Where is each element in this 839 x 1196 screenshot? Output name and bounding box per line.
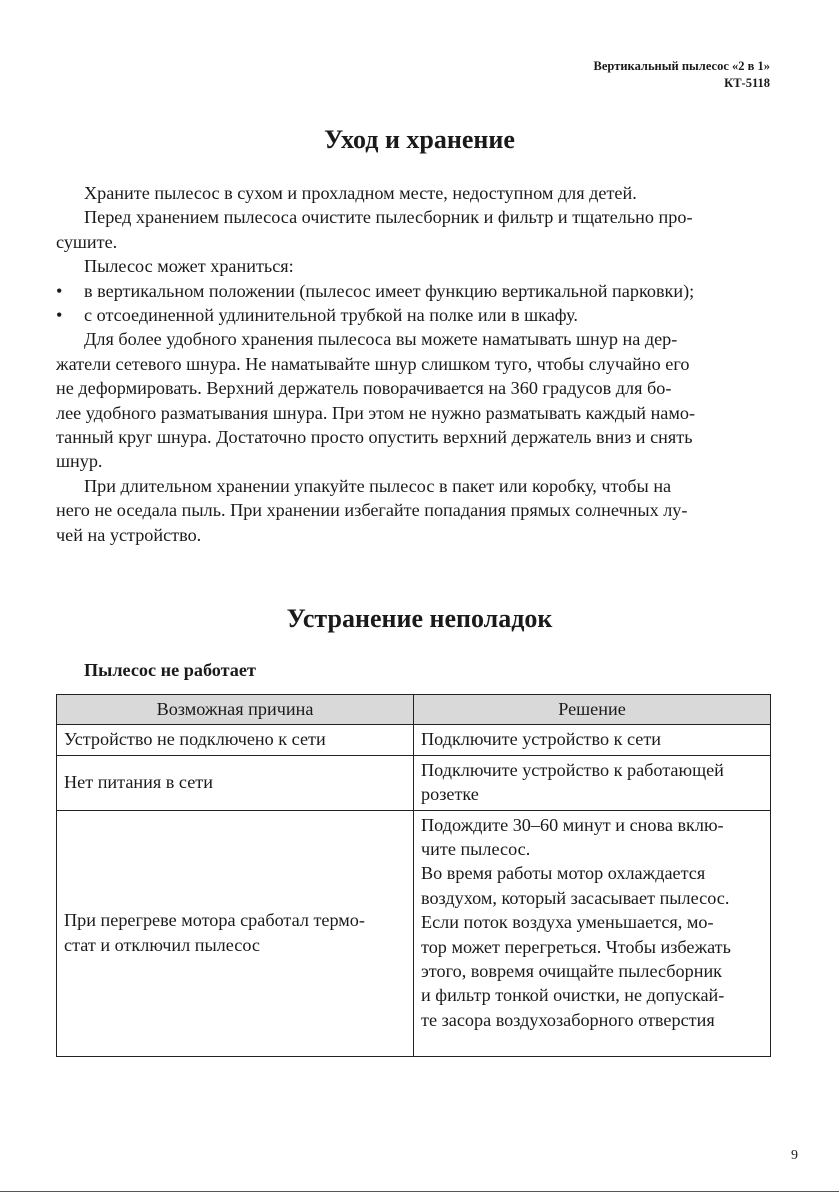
care-paragraph-2 bbox=[56, 205, 772, 254]
table-header-row bbox=[57, 695, 771, 725]
list-item bbox=[56, 303, 772, 327]
column-header-solution: Решение bbox=[414, 695, 771, 725]
care-paragraph-4-line-5: танный круг шнура. Достаточно просто опустить верхний держатель вниз и снять bbox=[56, 427, 693, 448]
cause-cell: Устройство не подключено к сети bbox=[57, 725, 414, 755]
care-title: Уход и хранение bbox=[324, 125, 515, 154]
care-body bbox=[56, 181, 772, 547]
bottom-rule bbox=[0, 1191, 839, 1192]
care-paragraph-2-line-2: сушите. bbox=[56, 231, 118, 252]
table-row bbox=[57, 755, 771, 810]
running-header bbox=[594, 58, 770, 92]
header-model: КТ-5118 bbox=[724, 76, 770, 90]
solution-cell bbox=[414, 755, 771, 810]
care-paragraph-4-line-2: жатели сетевого шнура. Не наматывайте шнур слишком туго, чтобы случайно его bbox=[56, 353, 690, 374]
troubleshooting-title: Устранение неполадок bbox=[286, 604, 553, 633]
solution-line: тор может перегреться. Чтобы избежать bbox=[421, 936, 731, 957]
care-paragraph-4-line-1: Для более удобного хранения пылесоса вы можете наматывать шнур на дер- bbox=[84, 329, 678, 350]
cause-cell: Нет питания в сети bbox=[57, 755, 414, 810]
solution-line: те засора воздухозаборного отверстия bbox=[421, 1009, 715, 1030]
solution-line: и фильтр тонкой очистки, не допускай- bbox=[421, 985, 725, 1006]
solution-line: Во время работы мотор охлаждается bbox=[421, 863, 706, 884]
solution-cell bbox=[414, 810, 771, 1056]
care-paragraph-2-line-1: Перед хранением пылесоса очистите пылесборник и фильтр и тщательно про- bbox=[84, 207, 693, 228]
table-row bbox=[57, 725, 771, 755]
solution-line: Подключите устройство к работающей bbox=[421, 759, 724, 780]
solution-line: этого, вовремя очищайте пылесборник bbox=[421, 961, 723, 982]
care-paragraph-4 bbox=[56, 327, 772, 473]
list-item-text: с отсоединенной удлинительной трубкой на полке или в шкафу. bbox=[84, 305, 578, 326]
column-header-cause: Возможная причина bbox=[57, 695, 414, 725]
care-paragraph-1: Храните пылесос в сухом и прохладном месте, недоступном для детей. bbox=[84, 183, 637, 203]
solution-line: воздухом, который засасывает пылесос. bbox=[421, 887, 730, 908]
list-item-text: в вертикальном положении (пылесос имеет функцию вертикальной парковки); bbox=[84, 280, 695, 301]
care-paragraph-5 bbox=[56, 474, 772, 547]
care-paragraph-4-line-3: не деформировать. Верхний держатель поворачивается на 360 градусов для бо- bbox=[56, 378, 672, 399]
list-item bbox=[56, 279, 772, 303]
cause-cell bbox=[57, 810, 414, 1056]
cause-line: При перегреве мотора сработал термо- bbox=[64, 910, 365, 931]
care-paragraph-3: Пылесос может храниться: bbox=[84, 256, 294, 277]
bullet-icon: • bbox=[56, 280, 63, 301]
care-paragraph-4-line-6: шнур. bbox=[56, 451, 103, 472]
page-number: 9 bbox=[791, 1148, 798, 1163]
care-paragraph-4-line-4: лее удобного разматывания шнура. При этом не нужно разматывать каждый намо- bbox=[56, 402, 696, 423]
care-paragraph-5-line-2: него не оседала пыль. При хранении избегайте попадания прямых солнечных лу- bbox=[56, 500, 688, 521]
care-paragraph-5-line-3: чей на устройство. bbox=[56, 524, 202, 545]
table-row bbox=[57, 810, 771, 1056]
care-paragraph-5-line-1: При длительном хранении упакуйте пылесос в пакет или коробку, чтобы на bbox=[84, 475, 672, 496]
solution-cell: Подключите устройство к сети bbox=[414, 725, 771, 755]
header-product: Вертикальный пылесос «2 в 1» bbox=[593, 59, 770, 73]
bullet-icon: • bbox=[56, 305, 63, 326]
solution-line: чите пылесос. bbox=[421, 839, 531, 860]
solution-line: розетке bbox=[421, 784, 479, 805]
troubleshooting-subheading: Пылесос не работает bbox=[84, 660, 256, 680]
solution-line: Если поток воздуха уменьшается, мо- bbox=[421, 912, 714, 933]
troubleshooting-table bbox=[56, 694, 771, 1057]
cause-line: стат и отключил пылесос bbox=[64, 934, 260, 955]
solution-line: Подождите 30–60 минут и снова вклю- bbox=[421, 814, 724, 835]
